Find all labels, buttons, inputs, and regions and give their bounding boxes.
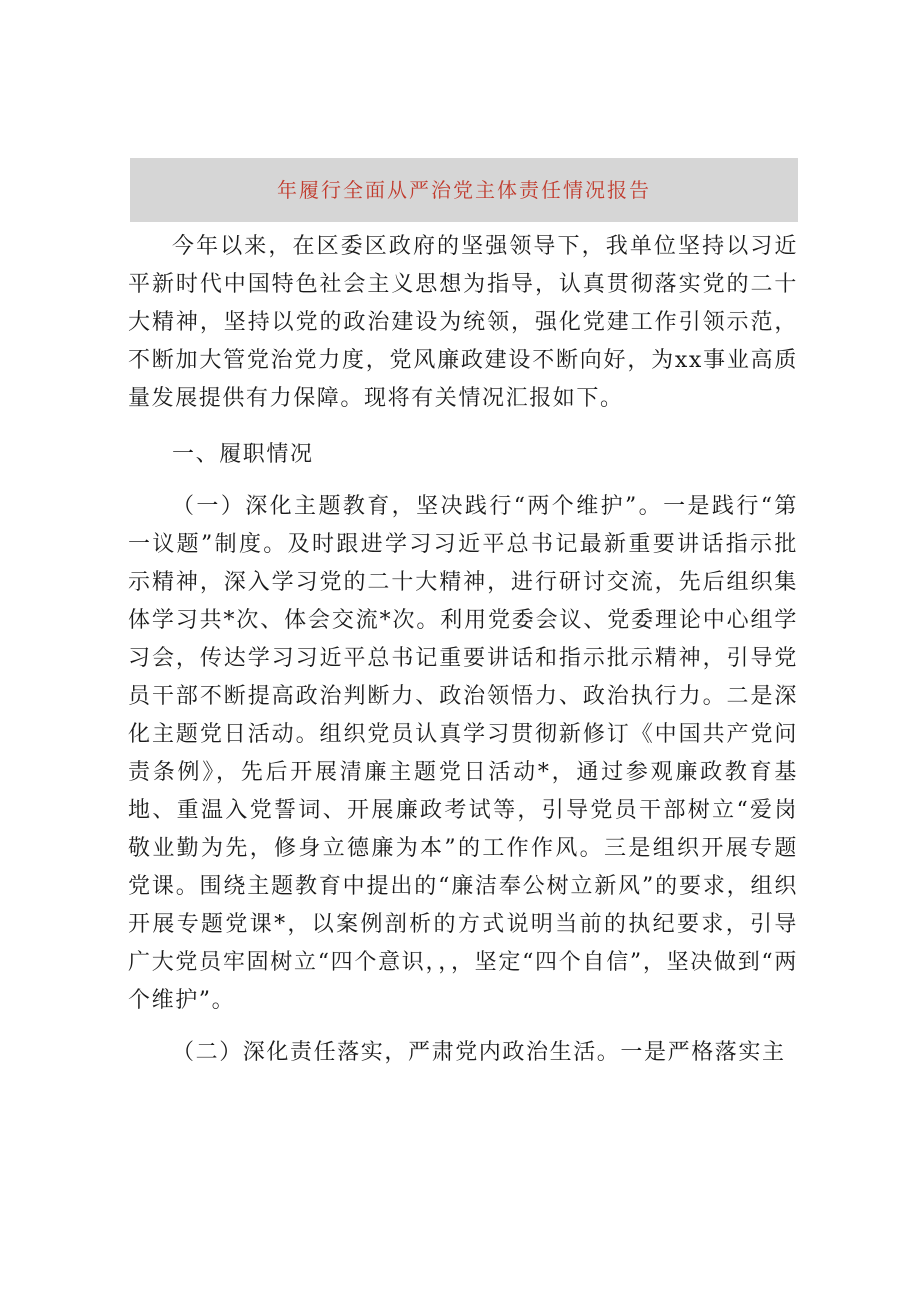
section-heading: 一、履职情况: [172, 442, 314, 467]
document-body: [128, 228, 798, 1072]
subsection-paragraph-2: （二）深化责任落实，严肃党内政治生活。一是严格落实主: [172, 1040, 786, 1065]
document-title: 年履行全面从严治党主体责任情况报告: [277, 178, 651, 202]
intro-paragraph: 今年以来，在区委区政府的坚强领导下，我单位坚持以习近平新时代中国特色社会主义思想为指导，认真贯彻落实党的二十大精神，坚持以党的政治建设为统领，强化党建工作引领示范，不断加大管党治党力度，党风廉政建设不断向好，为xx事业高质量发展提供有力保障。现将有关情况汇报如下。: [128, 234, 798, 411]
subsection-paragraph-1: （一）深化主题教育，坚决践行“两个维护”。一是践行“第一议题”制度。及时跟进学习习近平总书记最新重要讲话指示批示精神，深入学习党的二十大精神，进行研讨交流，先后组织集体学习共*次、体会交流*次。利用党委会议、党委理论中心组学习会，传达学习习近平总书记重要讲话和指示批示精神，引导党员干部不断提高政治判断力、政治领悟力、政治执行力。二是深化主题党日活动。组织党员认真学习贯彻新修订《中国共产党问责条例》，先后开展清廉主题党日活动*，通过参观廉政教育基地、重温入党誓词、开展廉政考试等，引导党员干部树立“爱岗敬业勤为先，修身立德廉为本”的工作作风。三是组织开展专题党课。围绕主题教育中提出的“廉洁奉公树立新风”的要求，组织开展专题党课*，以案例剖析的方式说明当前的执纪要求，引导广大党员牢固树立“四个意识，，，坚定“四个自信”，坚决做到“两个维护”。: [128, 494, 798, 1013]
